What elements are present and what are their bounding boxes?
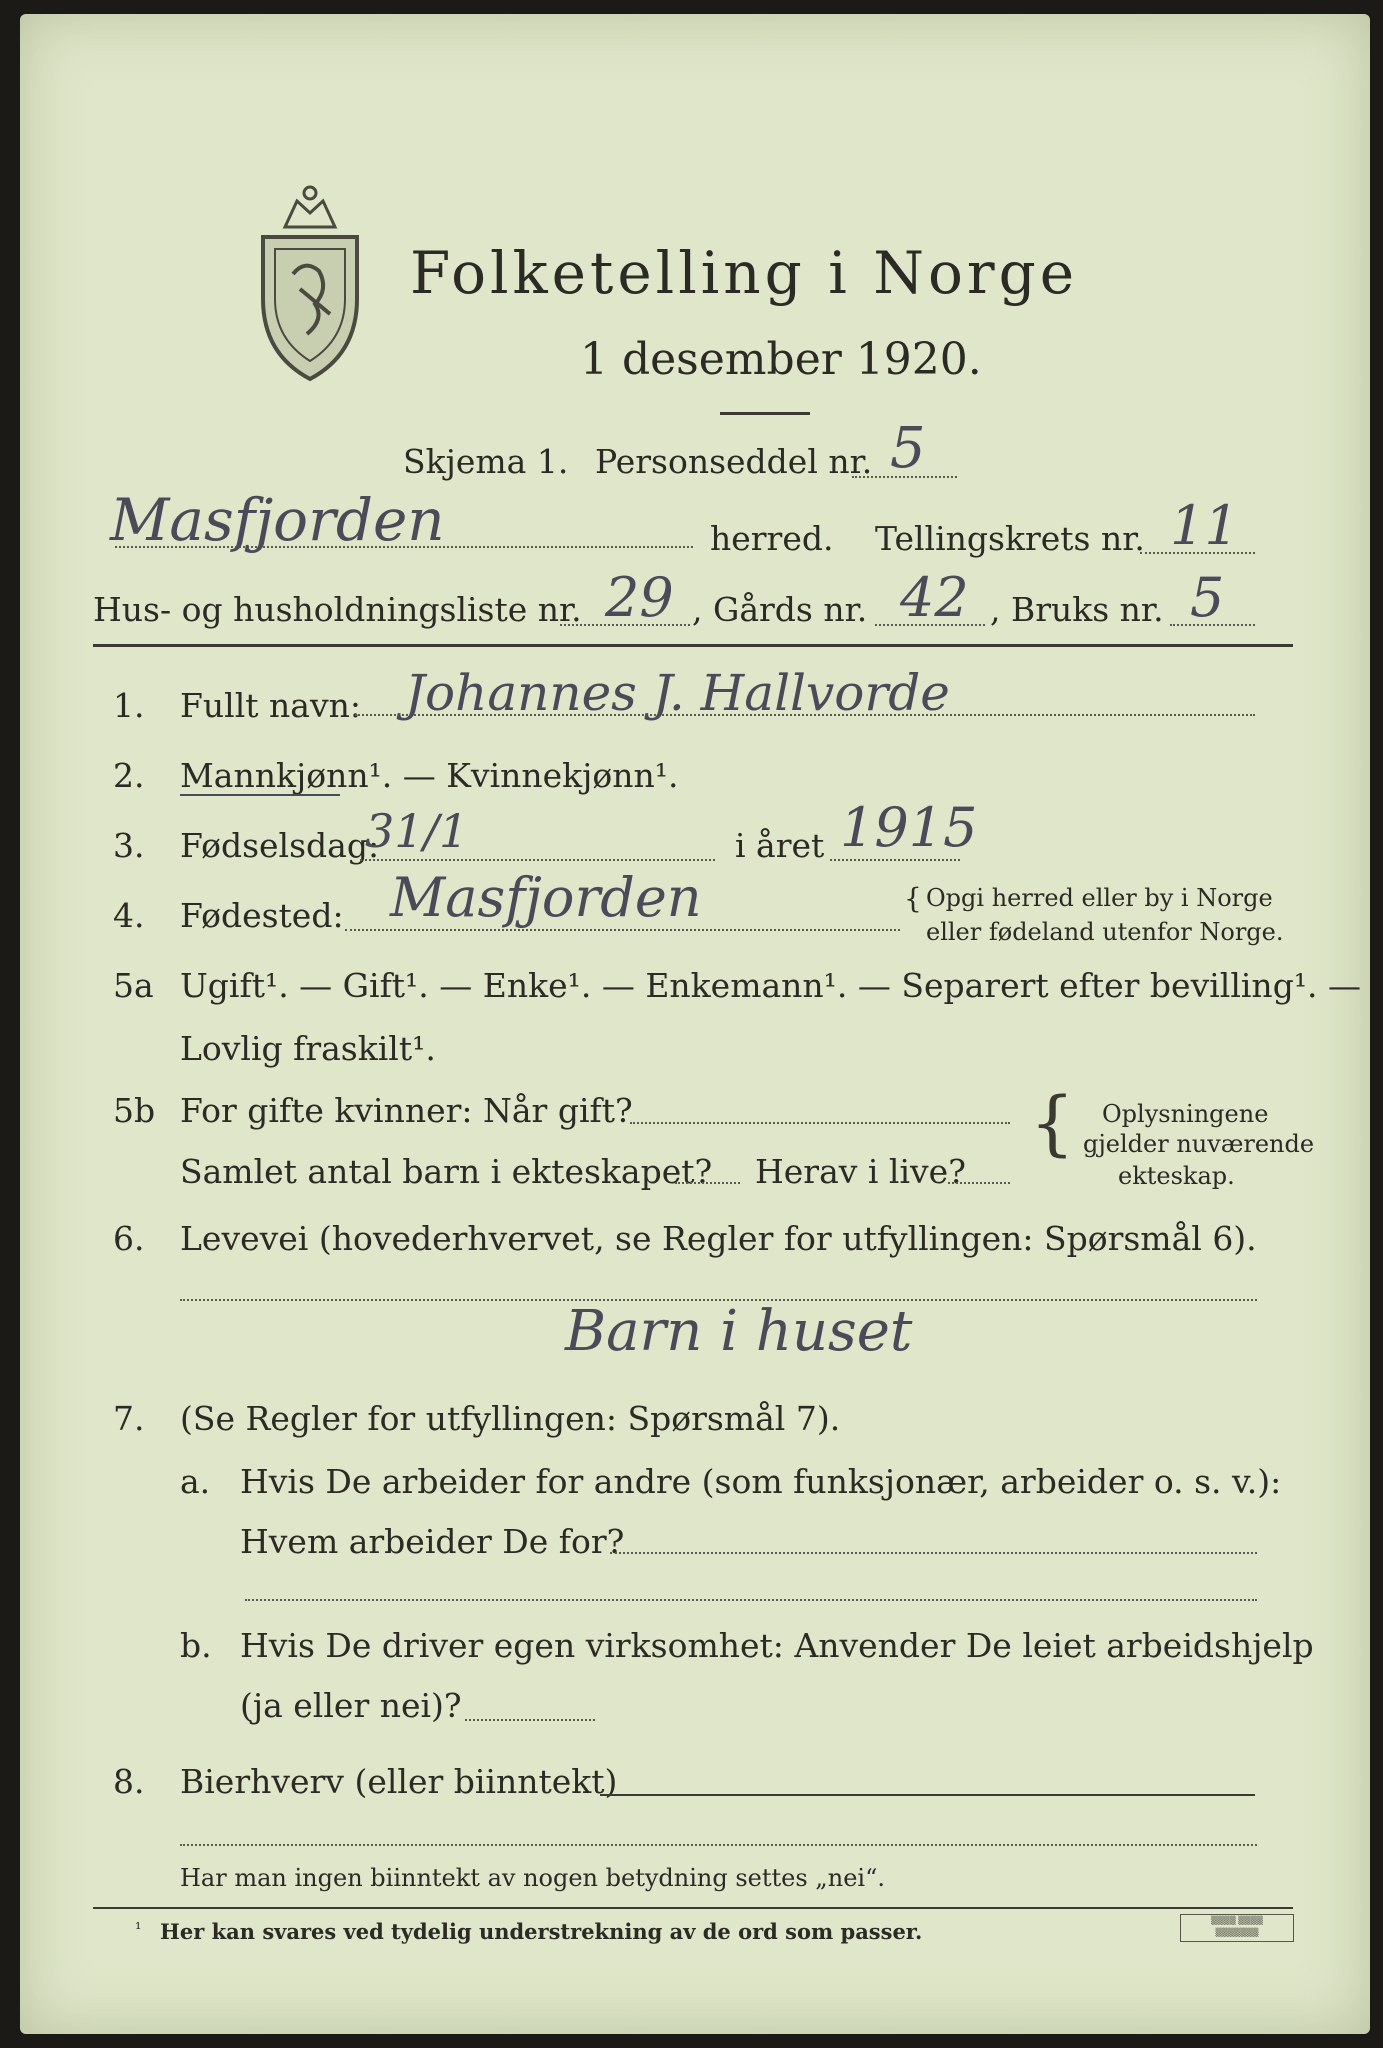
q3-number: 3.: [113, 826, 145, 865]
herred-value: Masfjorden: [110, 486, 445, 554]
husliste-label: Hus- og husholdningsliste nr.: [93, 590, 582, 629]
q4-note-2: eller fødeland utenfor Norge.: [926, 918, 1284, 946]
q5a-label-2: Lovlig fraskilt¹.: [180, 1029, 436, 1068]
q7b-label: Hvis De driver egen virksomhet: Anvender De leiet arbeidshjelp: [240, 1626, 1314, 1665]
q3-birthdate: 31/1: [365, 804, 469, 858]
bruks-label: , Bruks nr.: [990, 590, 1164, 629]
q8-label: Bierhverv (eller biinntekt): [180, 1762, 618, 1801]
q4-label: Fødested:: [180, 896, 344, 935]
q7a-label-2: Hvem arbeider De for?: [240, 1522, 625, 1561]
footnote-text: Her kan svares ved tydelig understrekning av de ord som passer.: [160, 1919, 923, 1944]
header-rule: [93, 644, 1293, 647]
q2-label: Mannkjønn¹. — Kvinnekjønn¹.: [180, 756, 679, 795]
q6-occupation: Barn i huset: [565, 1299, 913, 1364]
q2-number: 2.: [113, 756, 145, 795]
personseddel-label: Personseddel nr.: [595, 442, 873, 481]
q5a-label: Ugift¹. — Gift¹. — Enke¹. — Enkemann¹. — Separert efter bevilling¹. —: [180, 966, 1362, 1005]
q5b-label: For gifte kvinner: Når gift?: [180, 1091, 633, 1130]
tellingskrets-label: Tellingskrets nr.: [875, 519, 1145, 558]
q4-number: 4.: [113, 896, 145, 935]
skjema-label: Skjema 1.: [403, 442, 569, 481]
q3-label: Fødselsdag:: [180, 826, 380, 865]
tellingskrets-value: 11: [1170, 494, 1239, 557]
q7a-label: Hvis De arbeider for andre (som funksjonær, arbeider o. s. v.):: [240, 1462, 1282, 1501]
q5b-note-1: Oplysningene: [1102, 1100, 1269, 1128]
q7a-letter: a.: [180, 1462, 211, 1501]
q4-note-1: Opgi herred eller by i Norge: [926, 884, 1273, 912]
gards-value: 42: [900, 566, 969, 629]
q3-year: 1915: [840, 796, 978, 859]
q6-number: 6.: [113, 1219, 145, 1258]
q5b-number: 5b: [113, 1091, 156, 1130]
personseddel-value: 5: [890, 416, 926, 481]
q3-year-label: i året: [735, 826, 825, 865]
census-form: Folketelling i Norge 1 desember 1920. Skjema 1. Personseddel nr. 5 Masfjorden herred. Tellingskrets nr. 11 Hus- og husholdningsliste nr. 29 , Gårds nr. 42 , Bruks nr. 5 1. Fullt navn: Johannes J. Hallvorde 2. Mannkjønn¹. — Kvinnekjønn¹. 3. Fødselsdag: 31/1 i året 1915 4. Fødested: Masfjorden { Opgi herred eller by i Norge eller fødeland utenfor Norge. 5a Ugift¹. — Gift¹. — Enke¹. — Enkemann¹. — Separert efter bevilling¹. — Lovlig fraskilt¹. 5b For gifte kvinner: Når gift? Samlet antal barn i ekteskapet? Herav i live? { Oplysningene gjelder nuværende ekteskap. 6. Levevei (hovederhvervet, se Regler for utfyllingen: Spørsmål 6). Barn i huset 7. (Se Regler for utfyllingen: Spørsmål 7). a. Hvis De arbeider for andre (som funksjonær, arbeider o. s. v.): Hvem arbeider De for? b. Hvis De driver egen virksomhet: Anvender De leiet arbeidshjelp (ja eller nei)? 8. Bierhverv (eller biinntekt) Har man ingen biinntekt av nogen betydning settes „nei“. ¹ Her kan svares ved tydelig understrekning av de ord som passer. ▒▒▒▒ ▒▒▒▒ ▒▒▒▒▒▒▒: [20, 14, 1370, 2034]
q5b-note-2: gjelder nuværende: [1083, 1130, 1315, 1158]
census-date: 1 desember 1920.: [580, 334, 982, 385]
q1-number: 1.: [113, 686, 145, 725]
q7-label: (Se Regler for utfyllingen: Spørsmål 7).: [180, 1399, 841, 1438]
footnote-mark: ¹: [135, 1919, 142, 1938]
q8-number: 8.: [113, 1762, 145, 1801]
q7b-label-2: (ja eller nei)?: [240, 1686, 462, 1725]
q7-number: 7.: [113, 1399, 145, 1438]
footer-rule: [93, 1907, 1293, 1909]
nei-note: Har man ingen biinntekt av nogen betydning settes „nei“.: [180, 1864, 885, 1892]
husliste-value: 29: [605, 566, 674, 629]
coat-of-arms-icon: [245, 179, 375, 389]
q1-full-name: Johannes J. Hallvorde: [405, 664, 950, 722]
q5b-note-3: ekteskap.: [1118, 1162, 1235, 1190]
q1-label: Fullt navn:: [180, 686, 361, 725]
q5b-label-2: Samlet antal barn i ekteskapet?: [180, 1152, 713, 1191]
q5a-number: 5a: [113, 966, 154, 1005]
q6-label: Levevei (hovederhvervet, se Regler for utfyllingen: Spørsmål 6).: [180, 1219, 1257, 1258]
title-divider: [720, 412, 810, 415]
q7b-letter: b.: [180, 1626, 212, 1665]
herred-label: herred.: [710, 519, 834, 558]
printer-stamp-icon: ▒▒▒▒ ▒▒▒▒ ▒▒▒▒▒▒▒: [1180, 1914, 1294, 1942]
gards-label: , Gårds nr.: [692, 590, 868, 629]
q2-underline: [180, 794, 340, 796]
q4-birthplace: Masfjorden: [390, 866, 702, 929]
bruks-value: 5: [1190, 566, 1225, 629]
form-title: Folketelling i Norge: [410, 239, 1079, 307]
q5b-label-3: Herav i live?: [755, 1152, 966, 1191]
